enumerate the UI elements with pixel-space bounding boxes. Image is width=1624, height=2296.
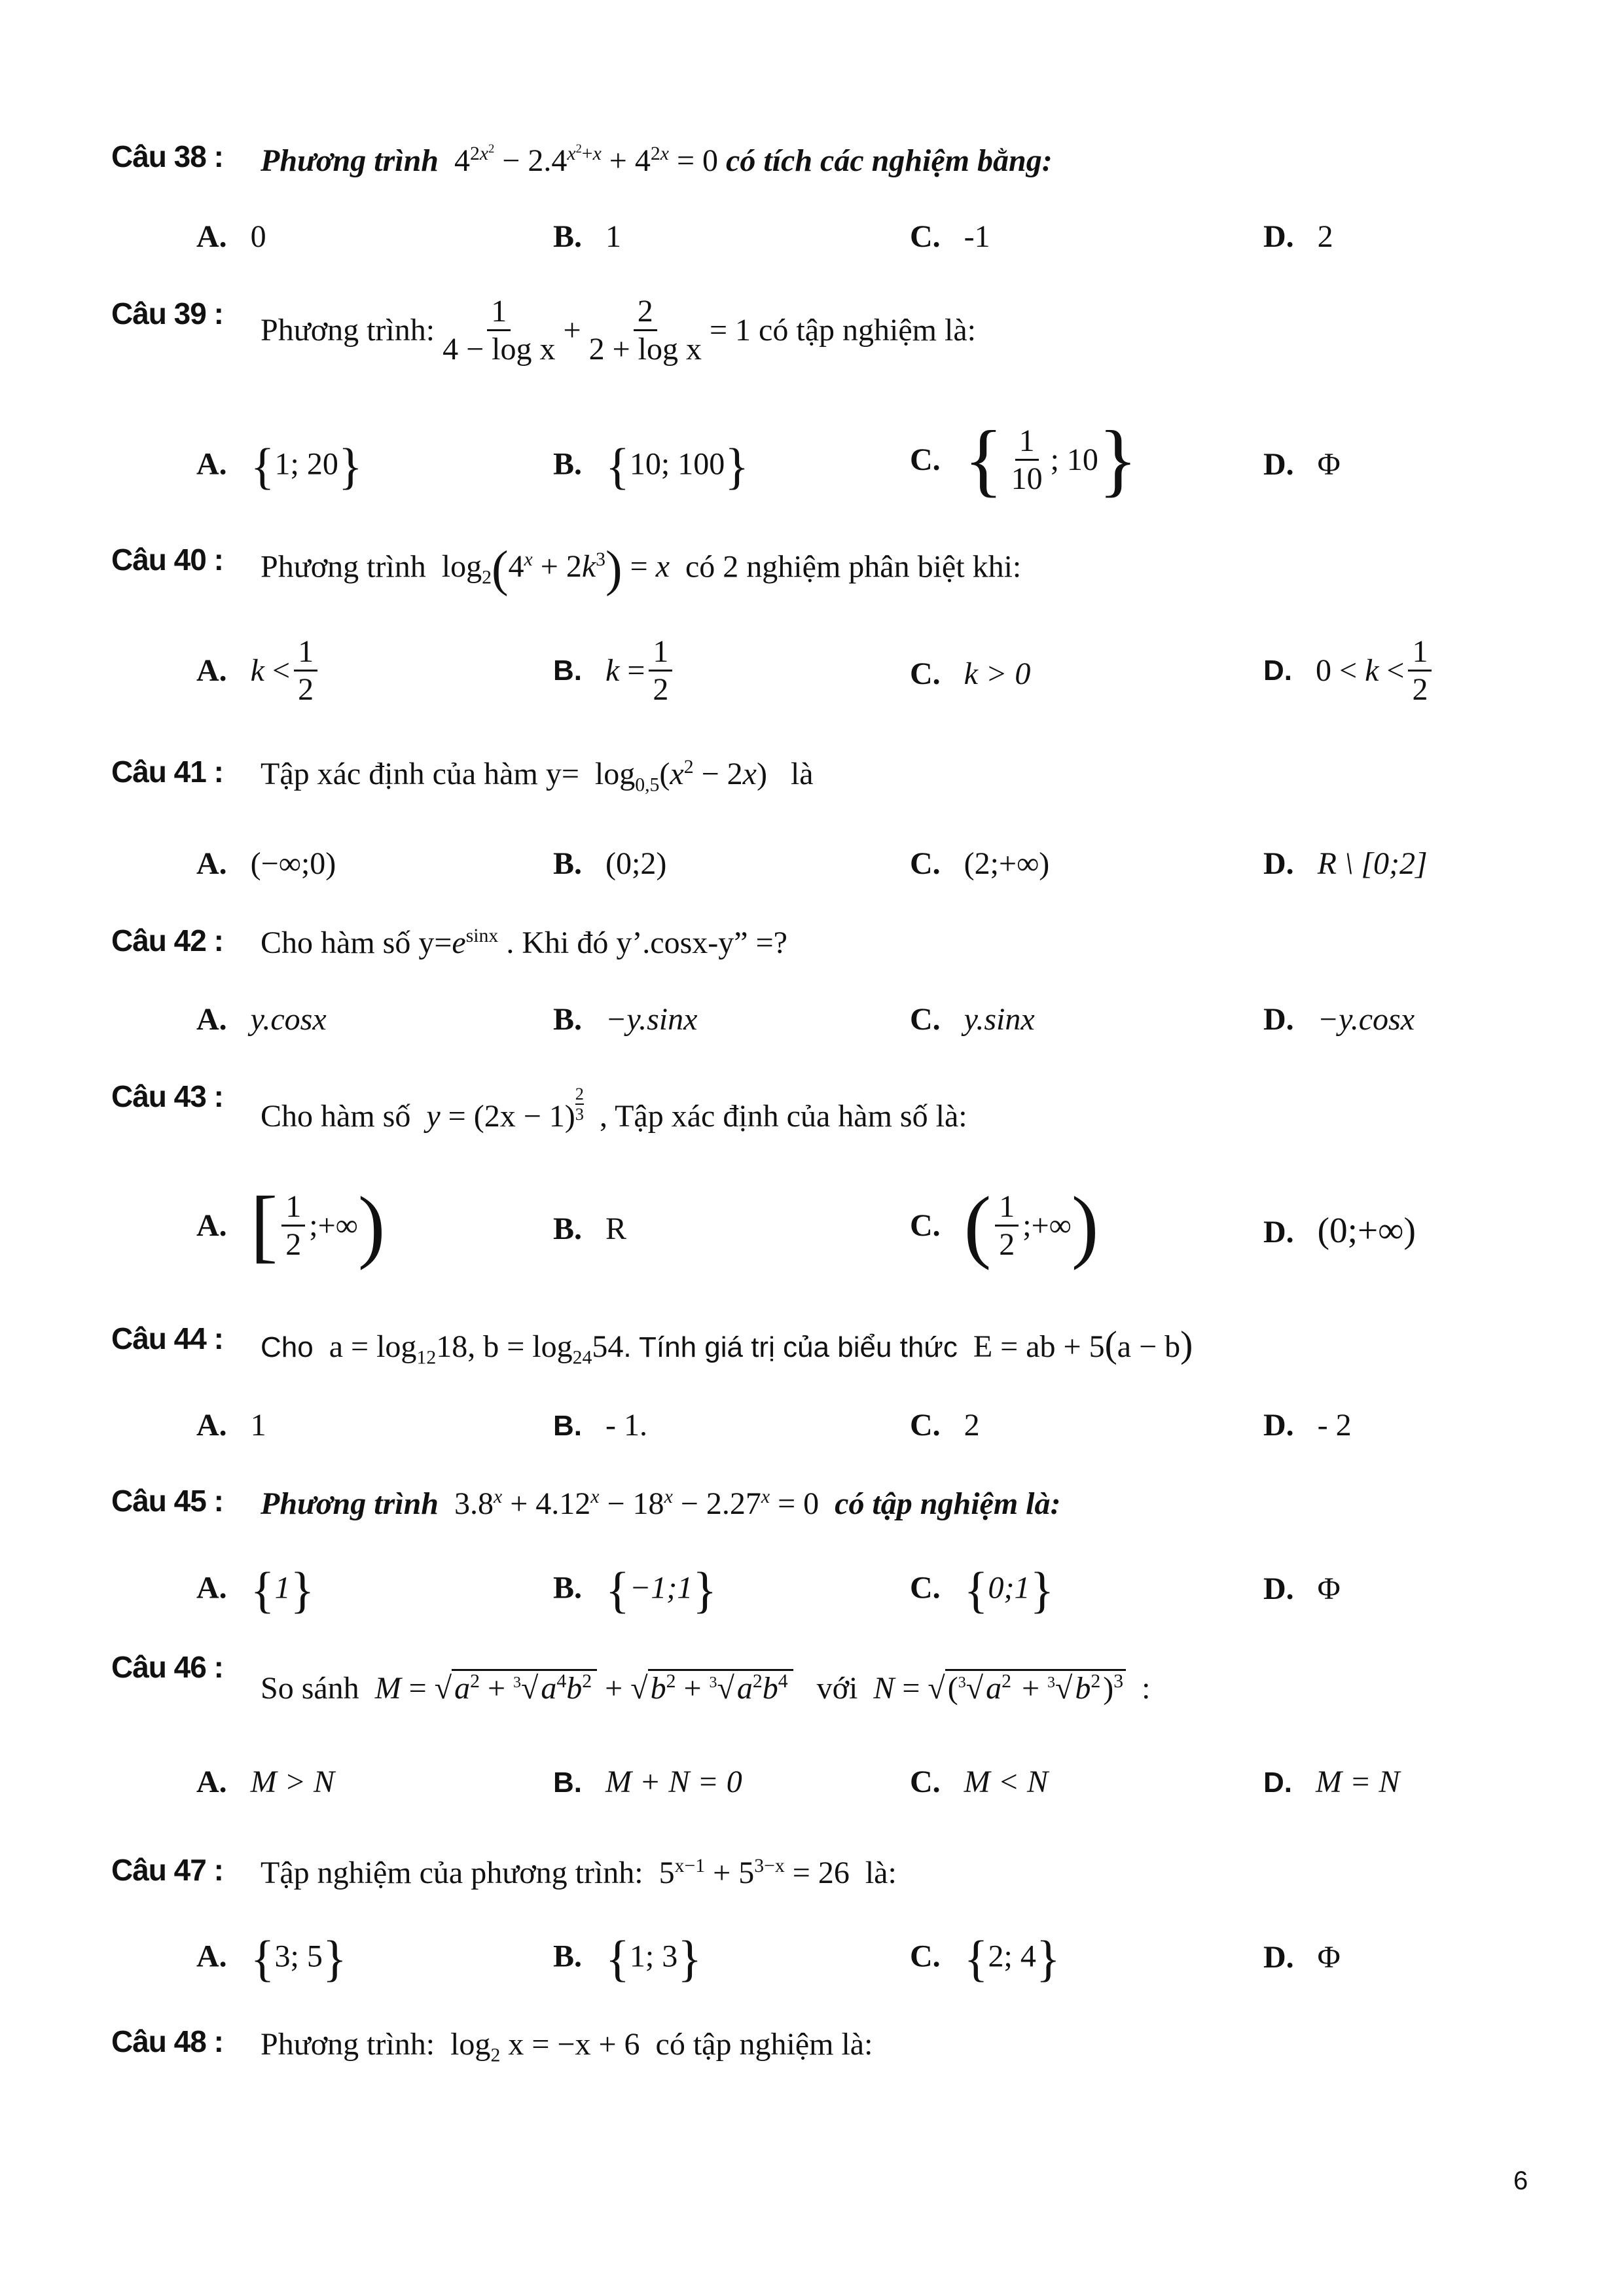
question-41-stem	[261, 756, 814, 796]
q45-stem-prefix: Phương trình	[261, 1486, 439, 1521]
page-number: 6	[1513, 2166, 1528, 2195]
question-40-label: Câu 40 :	[111, 543, 223, 577]
q45-option-b[interactable]: B. {−1;1}	[553, 1562, 717, 1618]
q40-option-b[interactable]: B. k = $\frac{1}{2}$	[553, 634, 676, 708]
q44-option-a[interactable]: A. 1	[196, 1408, 266, 1443]
q43-stem-suffix: , Tập xác định của hàm số là:	[599, 1099, 967, 1134]
question-39-label: Câu 39 :	[111, 296, 223, 331]
q39-fraction-2: $\frac{2}{\text{2 + log x}}$	[588, 294, 702, 367]
q42-option-d[interactable]: D. −y.cosx	[1263, 1002, 1415, 1037]
q48-stem-suffix: có tập nghiệm là:	[655, 2027, 873, 2062]
q39-fraction-1: $\frac{1}{\text{4 − log x}}$	[442, 294, 556, 367]
q46-expression-m: $M = √a^2 + ^3√a^4b^2 + √b^2 + ^3√a^2b^4$	[367, 1669, 809, 1706]
q47-stem-suffix: là:	[865, 1856, 897, 1890]
q41-stem-prefix: Tập xác định của hàm y=	[261, 757, 579, 791]
q39-option-b[interactable]: B. {10; 100}	[553, 439, 749, 494]
q39-option-c[interactable]: C. { $\frac{1}{10}$ ; 10 }	[910, 414, 1138, 505]
question-47-stem	[261, 1855, 897, 1891]
q47-option-d[interactable]: D. Φ	[1263, 1940, 1341, 1975]
q42-option-b[interactable]: B. −y.sinx	[553, 1002, 698, 1037]
q42-stem-suffix: . Khi đó y’.cosx-y” =?	[506, 925, 787, 960]
q44-stem-prefix: Cho	[261, 1331, 314, 1363]
q41-option-c[interactable]: C. (2;+∞)	[910, 846, 1050, 881]
question-44-stem	[261, 1323, 1193, 1369]
q38-option-a[interactable]: A. 0	[196, 219, 266, 254]
q44-option-c[interactable]: C. 2	[910, 1408, 980, 1443]
q38-option-b[interactable]: B. 1	[553, 219, 622, 254]
q47-option-c[interactable]: C. {2; 4}	[910, 1931, 1060, 1986]
q38-stem-prefix: Phương trình	[261, 143, 439, 178]
q46-stem-suffix: :	[1142, 1671, 1151, 1706]
q45-option-a[interactable]: A. {1}	[196, 1562, 315, 1618]
q44-option-d[interactable]: D. - 2	[1263, 1408, 1352, 1443]
q40-equation: $\log_2(4^x + 2k^3) = x$	[433, 541, 670, 597]
question-42-stem	[261, 925, 787, 961]
q43-option-b[interactable]: B. R	[553, 1211, 627, 1246]
q39-option-a[interactable]: A. {1; 20}	[196, 439, 363, 494]
q41-option-b[interactable]: B. (0;2)	[553, 846, 667, 881]
q38-option-d[interactable]: D. 2	[1263, 219, 1333, 254]
q38-equation: $4^{2x^2} - 2.4^{x^2+x} + 4^{2x} = 0$	[446, 142, 719, 178]
q44-stem-suffix: . Tính giá trị của biểu thức	[623, 1331, 958, 1363]
q40-option-c[interactable]: C. k > 0	[910, 656, 1031, 691]
question-41-label: Câu 41 :	[111, 755, 223, 789]
q42-option-a[interactable]: A. y.cosx	[196, 1002, 327, 1037]
q42-option-c[interactable]: C. y.sinx	[910, 1002, 1035, 1037]
q39-option-d[interactable]: D. Φ	[1263, 447, 1341, 482]
question-46-label: Câu 46 :	[111, 1650, 223, 1684]
q48-stem-prefix: Phương trình:	[261, 2027, 435, 2062]
question-45-label: Câu 45 :	[111, 1484, 223, 1518]
q46-option-c[interactable]: C. M < N	[910, 1765, 1049, 1799]
q45-option-d[interactable]: D. Φ	[1263, 1571, 1341, 1606]
q44-expression: E = ab + 5(a − b)	[965, 1324, 1193, 1365]
q45-equation: $3.8^x + 4.12^x - 18^x - 2.27^x = 0$	[446, 1486, 827, 1521]
q46-option-a[interactable]: A. M > N	[196, 1765, 335, 1799]
q40-stem-prefix: Phương trình	[261, 549, 426, 584]
question-38-label: Câu 38 :	[111, 139, 223, 173]
q40-stem-suffix: có 2 nghiệm phân biệt khi:	[685, 549, 1022, 584]
q40-option-a[interactable]: A. k < $\frac{1}{2}$	[196, 634, 321, 708]
question-48-stem	[261, 2026, 873, 2066]
question-45-stem	[261, 1486, 1060, 1522]
q45-option-c[interactable]: C. {0;1}	[910, 1562, 1055, 1618]
q41-stem-suffix: là	[790, 757, 814, 791]
question-43-label: Câu 43 :	[111, 1079, 223, 1113]
q46-option-b[interactable]: B. M + N = 0	[553, 1765, 742, 1799]
q46-stem-prefix: So sánh	[261, 1671, 359, 1706]
q40-option-d[interactable]: D. 0 < k < $\frac{1}{2}$	[1263, 634, 1435, 708]
q39-stem-suffix: = 1 có tập nghiệm là:	[709, 313, 976, 348]
question-38-stem	[261, 143, 1053, 179]
q43-option-d[interactable]: D. (0;+∞)	[1263, 1210, 1416, 1250]
q47-option-a[interactable]: A. {3; 5}	[196, 1931, 347, 1986]
q44-definitions: $a = \log_{12}18$, $b = \log_{24}54$	[321, 1329, 624, 1369]
question-47-label: Câu 47 :	[111, 1853, 223, 1887]
question-48-label: Câu 48 :	[111, 2024, 223, 2058]
q47-stem-prefix: Tập nghiệm của phương trình:	[261, 1856, 643, 1890]
q46-option-d[interactable]: D. M = N	[1263, 1765, 1400, 1799]
question-43-stem	[261, 1084, 967, 1139]
q42-stem-prefix: Cho hàm số y=	[261, 925, 452, 960]
q46-expression-n: $N = √(^3√a^2 + ^3√b^2)^3$	[865, 1669, 1134, 1706]
q48-equation: $\log_2 x = -x + 6$	[442, 2027, 648, 2066]
q47-option-b[interactable]: B. {1; 3}	[553, 1931, 702, 1986]
q46-stem-mid: với	[816, 1671, 858, 1706]
question-40-stem	[261, 541, 1022, 597]
question-46-stem	[261, 1670, 1150, 1706]
q43-option-a[interactable]: A. [ $\frac{1}{2}$ ;+∞ )	[196, 1180, 386, 1270]
q38-stem-suffix: có tích các nghiệm bằng:	[726, 143, 1053, 178]
q38-option-c[interactable]: C. -1	[910, 219, 990, 254]
q41-function: $\log_{0,5}(x^2 - 2x)$	[586, 756, 783, 796]
q45-stem-suffix: có tập nghiệm là:	[835, 1486, 1061, 1521]
q47-equation: $5^{x-1} + 5^{3-x} = 26$	[651, 1855, 857, 1890]
q44-option-b[interactable]: B. - 1.	[553, 1408, 647, 1443]
q39-stem-prefix: Phương trình:	[261, 313, 435, 348]
q43-option-c[interactable]: C. ( $\frac{1}{2}$ ;+∞ )	[910, 1180, 1099, 1270]
q43-function: y = (2x − 1) $^{\frac{2}{3}}$	[426, 1084, 584, 1134]
q41-option-a[interactable]: A. (−∞;0)	[196, 846, 336, 881]
q42-function: $e^{sinx}$	[452, 925, 499, 960]
question-44-label: Câu 44 :	[111, 1321, 223, 1355]
q41-option-d[interactable]: D. R \ [0;2]	[1263, 846, 1428, 881]
question-39-stem: Phương trình: $\frac{1}{\text{4 − log x}}$ + $\frac{2}{\text{2 + log x}}$ = 1 có tập nghiệm là:	[261, 294, 976, 367]
question-42-label: Câu 42 :	[111, 924, 223, 958]
q43-stem-prefix: Cho hàm số	[261, 1099, 411, 1134]
